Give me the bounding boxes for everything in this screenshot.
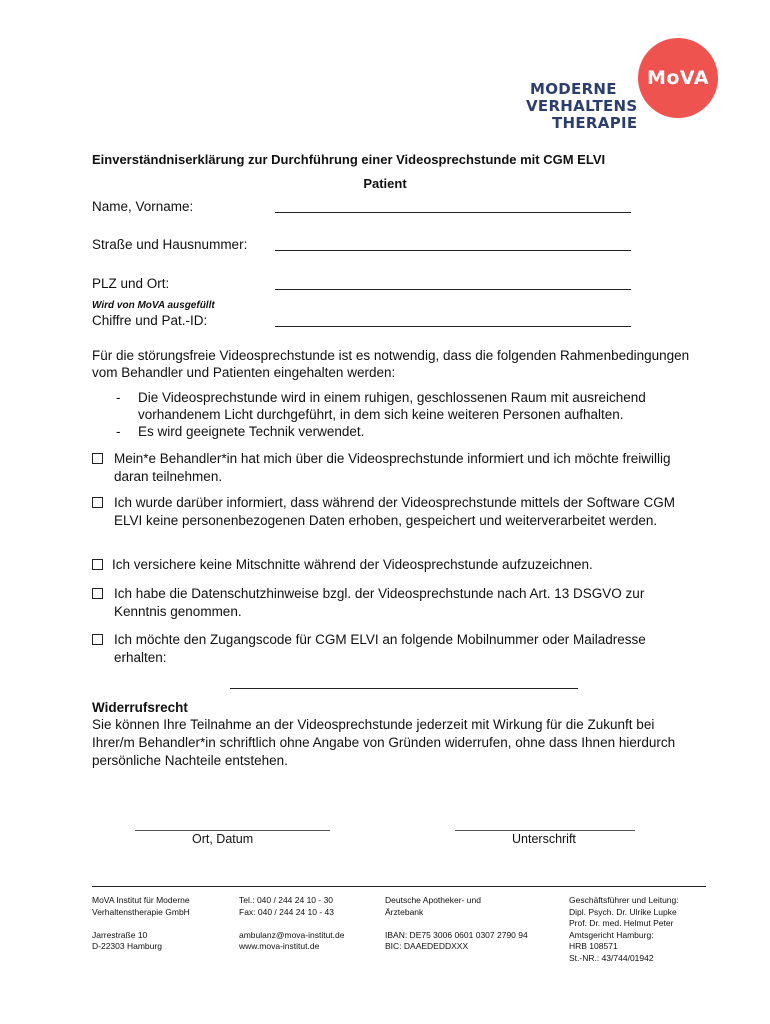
footer-contact <box>239 895 344 953</box>
document-subtitle: Patient <box>363 176 407 191</box>
footer-text: Prof. Dr. med. Helmut Peter <box>569 918 674 928</box>
footer-text: Fax: 040 / 244 24 10 - 43 <box>239 906 334 917</box>
footer-text: St.-NR.: 43/744/01942 <box>569 952 654 963</box>
footer-text <box>92 918 190 930</box>
logo-line-3: THERAPIE <box>552 114 638 132</box>
footer-management <box>569 895 679 964</box>
checkbox-label: Ich habe die Datenschutzhinweise bzgl. der Videosprechstunde nach Art. 13 DSGVO zur Kenntnis genommen. <box>114 586 645 619</box>
footer-bank <box>385 895 528 953</box>
checkbox-label: Ich versichere keine Mitschnitte während der Videosprechstunde aufzuzeichnen. <box>112 557 593 572</box>
mova-fill-note: Wird von MoVA ausgefüllt <box>92 300 215 311</box>
mova-logo-badge <box>638 38 718 118</box>
withdrawal-heading: Widerrufsrecht <box>92 700 188 715</box>
footer-text: HRB 108571 <box>569 941 618 951</box>
checkbox[interactable] <box>92 634 103 645</box>
footer-text: D-22303 Hamburg <box>92 941 162 951</box>
checkbox-label: Mein*e Behandler*in hat mich über die Videosprechstunde informiert und ich möchte freiwillig daran teilnehmen. <box>114 451 671 484</box>
contact-field-line[interactable] <box>230 688 578 689</box>
footer-website-link[interactable]: www.mova-institut.de <box>239 941 320 951</box>
bullet-marker: - <box>116 424 121 439</box>
name-label: Name, Vorname: <box>92 199 194 214</box>
footer-company <box>92 895 190 953</box>
place-date-line[interactable] <box>135 830 330 831</box>
logo-line-2: VERHALTENS <box>526 97 638 115</box>
street-field-line[interactable] <box>275 250 631 251</box>
footer-text: IBAN: DE75 3006 0601 0307 2790 94 <box>385 929 528 940</box>
street-label: Straße und Hausnummer: <box>92 237 248 252</box>
chiffre-field-line[interactable] <box>275 326 631 327</box>
chiffre-label: Chiffre und Pat.-ID: <box>92 313 208 328</box>
footer-text <box>385 918 528 930</box>
document-title: Einverständniserklärung zur Durchführung einer Videosprechstunde mit CGM ELVI <box>92 152 606 167</box>
checkbox-label: Ich möchte den Zugangscode für CGM ELVI an folgende Mobilnummer oder Mailadresse erhalten: <box>114 632 646 665</box>
footer-text: Deutsche Apotheker- und <box>385 895 481 905</box>
footer-text: Tel.: 040 / 244 24 10 - 30 <box>239 895 334 905</box>
zip-city-field-line[interactable] <box>275 289 631 290</box>
footer-text: Ärztebank <box>385 906 424 917</box>
intro-paragraph: Für die störungsfreie Videosprechstunde ist es notwendig, dass die folgenden Rahmenbedingungen vom Behandler und Patienten eingehalten werden: <box>92 348 690 380</box>
footer-email-link[interactable]: ambulanz@mova-institut.de <box>239 929 345 940</box>
footer-text: MoVA Institut für Moderne <box>92 895 190 905</box>
bullet-item: Die Videosprechstunde wird in einem ruhigen, geschlossenen Raum mit ausreichend vorhandenem Licht durchgeführt, in dem sich keine weiteren Personen aufhalten. <box>138 390 646 422</box>
checkbox[interactable] <box>92 497 103 508</box>
footer-text: Verhaltenstherapie GmbH <box>92 906 190 917</box>
bullet-item: Es wird geeignete Technik verwendet. <box>138 424 365 439</box>
zip-city-label: PLZ und Ort: <box>92 276 170 291</box>
logo-line-1: MODERNE <box>530 80 617 98</box>
bullet-marker: - <box>116 390 121 405</box>
withdrawal-text: Sie können Ihre Teilnahme an der Videosprechstunde jederzeit mit Wirkung für die Zukunft bei Ihrer/m Behandler*in schriftlich ohne Angabe von Gründen widerrufen, ohne dass Ihnen hierdurch persönliche Nachteile entstehen. <box>92 717 676 768</box>
checkbox[interactable] <box>92 453 103 464</box>
signature-line[interactable] <box>455 830 635 831</box>
checkbox-label: Ich wurde darüber informiert, dass während der Videosprechstunde mittels der Software CGM ELVI keine personenbezogenen Daten erhoben, gespeichert und weiterverarbeitet werden. <box>114 495 676 528</box>
signature-label: Unterschrift <box>512 832 576 846</box>
mova-logo-text: MoVA <box>646 67 710 89</box>
footer-divider <box>92 886 706 887</box>
footer-text: Dipl. Psych. Dr. Ulrike Lupke <box>569 906 677 917</box>
name-field-line[interactable] <box>275 212 631 213</box>
footer-text: BIC: DAAEDEDDXXX <box>385 941 469 951</box>
checkbox[interactable] <box>92 559 103 570</box>
footer-text: Amtsgericht Hamburg: <box>569 929 654 940</box>
place-date-label: Ort, Datum <box>192 832 254 846</box>
footer-text: Geschäftsführer und Leitung: <box>569 895 679 905</box>
footer-text: Jarrestraße 10 <box>92 929 148 940</box>
logo-wordmark <box>526 81 637 132</box>
checkbox[interactable] <box>92 588 103 599</box>
footer-text <box>239 918 344 930</box>
